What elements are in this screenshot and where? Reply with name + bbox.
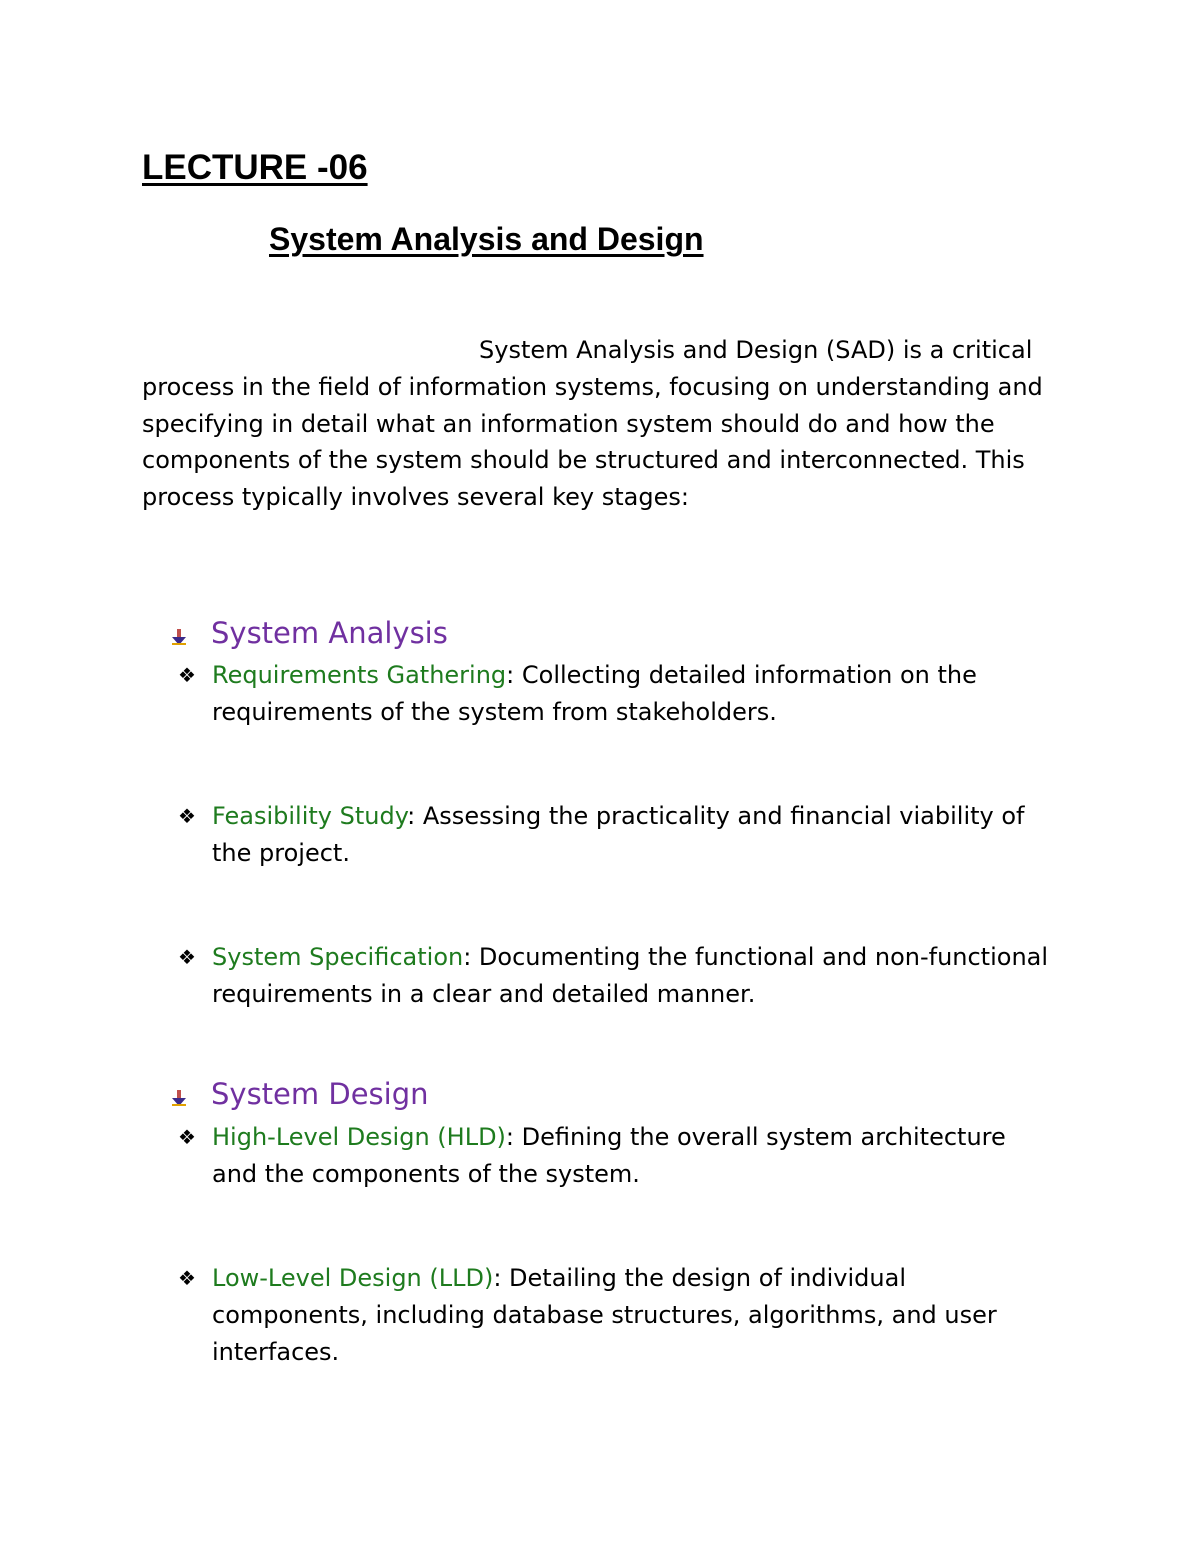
- list-item: [178, 939, 1058, 1013]
- section-heading-label: System Analysis: [211, 616, 448, 650]
- item-term: Requirements Gathering: [212, 661, 507, 689]
- list-item: [178, 1119, 1058, 1193]
- down-arrow-icon: [172, 1079, 186, 1113]
- item-term: Low-Level Design (LLD): [212, 1264, 494, 1292]
- document-title: System Analysis and Design: [269, 221, 704, 257]
- item-text: : Collecting detailed information on the requirements of the system from stakeholders.: [212, 661, 977, 726]
- section-heading-label: System Design: [211, 1077, 429, 1111]
- section-heading-system-design: [172, 1077, 429, 1113]
- diamond-bullet-icon: ❖: [178, 1125, 196, 1149]
- diamond-bullet-icon: ❖: [178, 663, 196, 687]
- list-item: [178, 798, 1058, 872]
- item-text: : Assessing the practicality and financial viability of the project.: [212, 802, 1025, 867]
- diamond-bullet-icon: ❖: [178, 945, 196, 969]
- down-arrow-icon: [172, 618, 186, 652]
- section-heading-system-analysis: [172, 616, 448, 652]
- intro-paragraph: System Analysis and Design (SAD) is a critical process in the field of information systems, focusing on understanding and specifying in detail what an information system should do and how the components of the system should be structured and interconnected. This process typically involves several key stages:: [142, 336, 1043, 512]
- lecture-number: LECTURE -06: [142, 148, 368, 187]
- diamond-bullet-icon: ❖: [178, 1266, 196, 1290]
- item-term: System Specification: [212, 943, 464, 971]
- diamond-bullet-icon: ❖: [178, 804, 196, 828]
- item-text: : Defining the overall system architecture and the components of the system.: [212, 1123, 1006, 1188]
- item-term: Feasibility Study: [212, 802, 408, 830]
- item-text: : Documenting the functional and non-functional requirements in a clear and detailed manner.: [212, 943, 1049, 1008]
- item-term: High-Level Design (HLD): [212, 1123, 506, 1151]
- list-item: [178, 657, 1058, 731]
- list-item: [178, 1260, 1058, 1371]
- item-text: : Detailing the design of individual components, including database structures, algorithms, and user interfaces.: [212, 1264, 997, 1366]
